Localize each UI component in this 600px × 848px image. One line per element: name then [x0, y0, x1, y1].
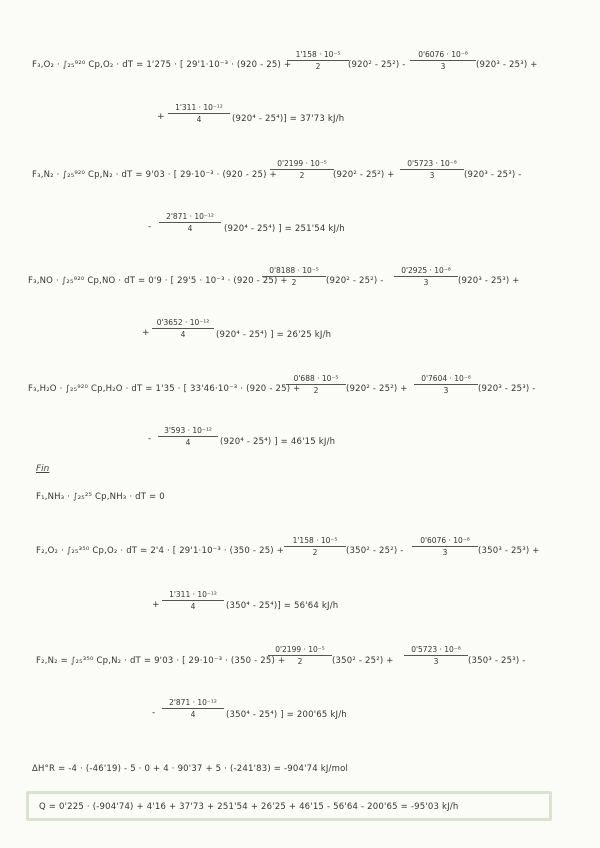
fraction-denominator: 3 — [442, 548, 448, 557]
o2-fraction-3 — [168, 103, 230, 124]
fraction-denominator: 4 — [190, 710, 196, 719]
n2-term-2: (920³ - 25³) - — [464, 170, 522, 180]
n2-350-term-2: (350³ - 25³) - — [468, 656, 526, 666]
fraction-numerator: 0'688 · 10⁻⁵ — [286, 374, 346, 385]
o2-350-fraction-3 — [162, 590, 224, 611]
fraction-numerator: 0'2199 · 10⁻⁵ — [268, 645, 332, 656]
fraction-numerator: 0'3652 · 10⁻¹² — [152, 318, 214, 329]
fraction-numerator: 2'871 · 10⁻¹² — [159, 212, 221, 223]
h2o-minus-sign: - — [148, 434, 152, 444]
fraction-numerator: 1'311 · 10⁻¹² — [168, 103, 230, 114]
n2-fraction-1 — [270, 159, 334, 180]
o2-result: (920⁴ - 25⁴)] = 37'73 kJ/h — [232, 114, 345, 124]
fraction-numerator: 2'871 · 10⁻¹² — [162, 698, 224, 709]
n2-350-fraction-1 — [268, 645, 332, 666]
o2-350-result: (350⁴ - 25⁴)] = 56'64 kJ/h — [226, 601, 339, 611]
no-fraction-2 — [394, 266, 458, 287]
n2-350-fraction-3 — [162, 698, 224, 719]
n2-350-term-1: (350² - 25²) + — [332, 656, 394, 666]
n2-350-integral-line: F₂,N₂ = ∫₂₅³⁵⁰ Cp,N₂ · dT = 9'03 · [ 29·10⁻³ · (350 - 25) + — [36, 656, 286, 666]
o2-350-integral-line: F₂,O₂ · ∫₂₅³⁵⁰ Cp,O₂ · dT = 2'4 · [ 29'1·10⁻³ · (350 - 25) + — [36, 546, 285, 556]
n2-350-minus-sign: - — [152, 708, 156, 718]
reaction-enthalpy-line: ΔH°R = -4 · (-46'19) - 5 · 0 + 4 · 90'37 + 5 · (-241'83) = -904'74 kJ/mol — [32, 764, 349, 774]
fraction-denominator: 3 — [440, 62, 446, 71]
fraction-denominator: 3 — [429, 171, 435, 180]
fraction-numerator: 0'7604 · 10⁻⁸ — [414, 374, 478, 385]
fin-heading: Fin — [36, 464, 50, 474]
o2-350-term-1: (350² - 25²) - — [346, 546, 404, 556]
fraction-numerator: 0'8188 · 10⁻⁵ — [262, 266, 326, 277]
o2-integral-line: F₃,O₂ · ∫₂₅⁹²⁰ Cp,O₂ · dT = 1'275 · [ 29'1·10⁻³ · (920 - 25) + — [32, 60, 292, 70]
fraction-denominator: 2 — [299, 171, 305, 180]
h2o-result: (920⁴ - 25⁴) ] = 46'15 kJ/h — [220, 437, 336, 447]
fraction-denominator: 3 — [423, 278, 429, 287]
fraction-denominator: 2 — [312, 548, 318, 557]
fraction-denominator: 2 — [313, 386, 319, 395]
o2-350-plus-sign: + — [152, 600, 160, 610]
no-fraction-3 — [152, 318, 214, 339]
fraction-numerator: 0'2925 · 10⁻⁸ — [394, 266, 458, 277]
fraction-denominator: 4 — [187, 224, 193, 233]
fraction-numerator: 0'2199 · 10⁻⁵ — [270, 159, 334, 170]
fraction-numerator: 0'6076 · 10⁻⁸ — [412, 536, 478, 547]
o2-350-term-2: (350³ - 25³) + — [478, 546, 540, 556]
n2-term-1: (920² - 25²) + — [333, 170, 395, 180]
o2-plus-sign: + — [157, 112, 165, 122]
n2-integral-line: F₃,N₂ · ∫₂₅⁹²⁰ Cp,N₂ · dT = 9'03 · [ 29·10⁻³ · (920 - 25) + — [32, 170, 277, 180]
o2-fraction-2 — [410, 50, 476, 71]
no-fraction-1 — [262, 266, 326, 287]
o2-term-1: (920² - 25²) - — [348, 60, 406, 70]
fraction-numerator: 1'158 · 10⁻⁵ — [287, 50, 349, 61]
fraction-numerator: 0'5723 · 10⁻⁸ — [404, 645, 468, 656]
n2-350-fraction-2 — [404, 645, 468, 666]
fraction-denominator: 4 — [190, 602, 196, 611]
h2o-term-1: (920² - 25²) + — [346, 384, 408, 394]
nh3-integral-line: F₁,NH₃ · ∫₂₅²⁵ Cp,NH₃ · dT = 0 — [36, 492, 165, 502]
fraction-denominator: 2 — [315, 62, 321, 71]
fraction-numerator: 1'311 · 10⁻¹² — [162, 590, 224, 601]
h2o-fraction-1 — [286, 374, 346, 395]
fraction-numerator: 0'6076 · 10⁻⁸ — [410, 50, 476, 61]
fraction-denominator: 2 — [297, 657, 303, 666]
no-term-2: (920³ - 25³) + — [458, 276, 520, 286]
no-result: (920⁴ - 25⁴) ] = 26'25 kJ/h — [216, 330, 332, 340]
final-result-box — [26, 791, 552, 821]
fraction-numerator: 1'158 · 10⁻⁵ — [284, 536, 346, 547]
fraction-numerator: 0'5723 · 10⁻⁸ — [400, 159, 464, 170]
n2-minus-sign: - — [148, 222, 152, 232]
o2-350-fraction-1 — [284, 536, 346, 557]
fraction-denominator: 2 — [291, 278, 297, 287]
fraction-denominator: 3 — [443, 386, 449, 395]
n2-350-result: (350⁴ - 25⁴) ] = 200'65 kJ/h — [226, 710, 347, 720]
fraction-numerator: 3'593 · 10⁻¹² — [158, 426, 218, 437]
h2o-fraction-3 — [158, 426, 218, 447]
fraction-denominator: 4 — [185, 438, 191, 447]
no-term-1: (920² - 25²) - — [326, 276, 384, 286]
h2o-fraction-2 — [414, 374, 478, 395]
fraction-denominator: 4 — [196, 115, 202, 124]
n2-fraction-2 — [400, 159, 464, 180]
h2o-integral-line: F₃,H₂O · ∫₂₅⁹²⁰ Cp,H₂O · dT = 1'35 · [ 33'46·10⁻³ · (920 - 25) + — [28, 384, 301, 394]
no-plus-sign: + — [142, 328, 150, 338]
fraction-denominator: 3 — [433, 657, 439, 666]
o2-350-fraction-2 — [412, 536, 478, 557]
fraction-denominator: 4 — [180, 330, 186, 339]
h2o-term-2: (920³ - 25³) - — [478, 384, 536, 394]
no-integral-line: F₃,NO · ∫₂₅⁹²⁰ Cp,NO · dT = 0'9 · [ 29'5 · 10⁻³ · (920 - 25) + — [28, 276, 288, 286]
o2-term-2: (920³ - 25³) + — [476, 60, 538, 70]
n2-result: (920⁴ - 25⁴) ] = 251'54 kJ/h — [224, 224, 345, 234]
heat-result-line: Q = 0'225 · (-904'74) + 4'16 + 37'73 + 251'54 + 26'25 + 46'15 - 56'64 - 200'65 = -95'03 kJ/h — [39, 802, 459, 812]
n2-fraction-3 — [159, 212, 221, 233]
o2-fraction-1 — [287, 50, 349, 71]
